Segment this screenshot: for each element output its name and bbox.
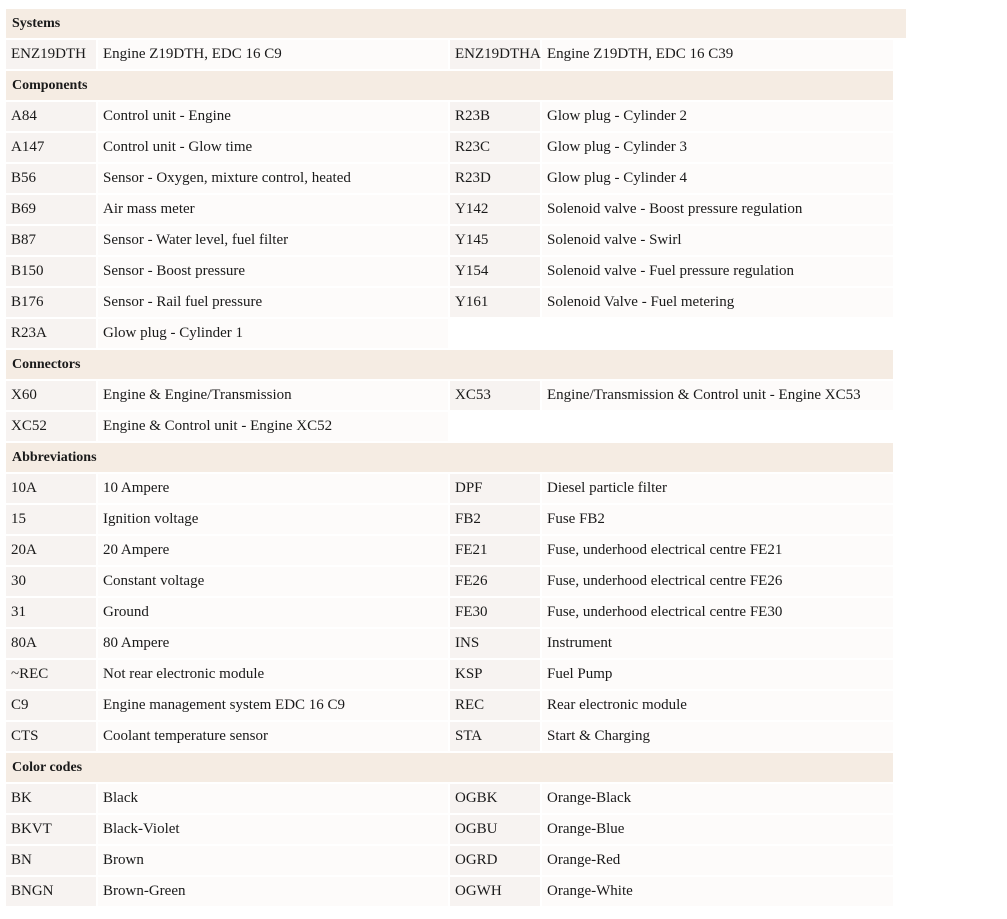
entry-description: Ground	[98, 598, 448, 627]
table-row	[6, 133, 893, 162]
entry-code: R23B	[450, 102, 540, 131]
left-entry	[6, 598, 450, 627]
entry-description: Glow plug - Cylinder 4	[542, 164, 893, 193]
entry-description: Solenoid valve - Fuel pressure regulation	[542, 257, 893, 286]
left-entry	[6, 846, 450, 875]
entry-description: Engine/Transmission & Control unit - Engine XC53	[542, 381, 893, 410]
entry-description	[542, 412, 893, 441]
entry-description: Ignition voltage	[98, 505, 448, 534]
right-entry	[450, 288, 893, 317]
left-entry	[6, 133, 450, 162]
entry-description: Black-Violet	[98, 815, 448, 844]
table-row	[6, 412, 893, 441]
left-entry	[6, 691, 450, 720]
entry-code: FE21	[450, 536, 540, 565]
left-entry	[6, 412, 450, 441]
table-row	[6, 691, 893, 720]
entry-description: Diesel particle filter	[542, 474, 893, 503]
table-row	[6, 598, 893, 627]
right-entry	[450, 846, 893, 875]
entry-description: Orange-Blue	[542, 815, 893, 844]
left-entry	[6, 102, 450, 131]
entry-code: ENZ19DTHA	[450, 40, 540, 69]
entry-code: R23A	[6, 319, 96, 348]
entry-code: A84	[6, 102, 96, 131]
entry-description: Brown-Green	[98, 877, 448, 906]
right-entry	[450, 598, 893, 627]
entry-code: B150	[6, 257, 96, 286]
right-entry	[450, 536, 893, 565]
right-entry	[450, 474, 893, 503]
table-row	[6, 319, 893, 348]
left-entry	[6, 381, 450, 410]
right-entry	[450, 660, 893, 689]
entry-code: 20A	[6, 536, 96, 565]
section-header-abbreviations: Abbreviations	[6, 443, 893, 472]
entry-code: ~REC	[6, 660, 96, 689]
entry-code: B176	[6, 288, 96, 317]
entry-code: FE30	[450, 598, 540, 627]
table-row	[6, 381, 893, 410]
entry-code: 15	[6, 505, 96, 534]
entry-code: OGBK	[450, 784, 540, 813]
left-entry	[6, 164, 450, 193]
left-entry	[6, 722, 450, 751]
left-entry	[6, 877, 450, 906]
entry-description: Start & Charging	[542, 722, 893, 751]
entry-description: Sensor - Water level, fuel filter	[98, 226, 448, 255]
entry-description: Rear electronic module	[542, 691, 893, 720]
entry-description: Solenoid Valve - Fuel metering	[542, 288, 893, 317]
right-entry	[450, 567, 893, 596]
section-header-connectors: Connectors	[6, 350, 893, 379]
table-row	[6, 784, 893, 813]
entry-description: Fuse, underhood electrical centre FE26	[542, 567, 893, 596]
section-header-color-codes: Color codes	[6, 753, 893, 782]
entry-code: KSP	[450, 660, 540, 689]
table-row	[6, 505, 893, 534]
entry-code: B69	[6, 195, 96, 224]
right-entry	[450, 629, 893, 658]
entry-code: 31	[6, 598, 96, 627]
entry-code: Y154	[450, 257, 540, 286]
right-entry	[450, 877, 893, 906]
entry-code: REC	[450, 691, 540, 720]
entry-description: Engine & Engine/Transmission	[98, 381, 448, 410]
left-entry	[6, 288, 450, 317]
right-entry	[450, 195, 893, 224]
left-entry	[6, 536, 450, 565]
table-row	[6, 536, 893, 565]
entry-code: B87	[6, 226, 96, 255]
entry-code: ENZ19DTH	[6, 40, 96, 69]
right-entry	[450, 102, 893, 131]
entry-description: 10 Ampere	[98, 474, 448, 503]
entry-description: Solenoid valve - Swirl	[542, 226, 893, 255]
left-entry	[6, 40, 450, 69]
entry-description: Constant voltage	[98, 567, 448, 596]
entry-description: Instrument	[542, 629, 893, 658]
entry-description: Engine Z19DTH, EDC 16 C39	[542, 40, 893, 69]
right-entry	[450, 226, 893, 255]
entry-description: Coolant temperature sensor	[98, 722, 448, 751]
entry-code: 10A	[6, 474, 96, 503]
entry-code: C9	[6, 691, 96, 720]
right-entry	[450, 722, 893, 751]
left-entry	[6, 505, 450, 534]
right-entry	[450, 40, 893, 69]
entry-description: Fuse, underhood electrical centre FE30	[542, 598, 893, 627]
section-header-systems: Systems	[6, 9, 906, 38]
entry-description: Not rear electronic module	[98, 660, 448, 689]
entry-code: 80A	[6, 629, 96, 658]
entry-code: BNGN	[6, 877, 96, 906]
entry-code: Y142	[450, 195, 540, 224]
table-row	[6, 226, 893, 255]
entry-code: R23D	[450, 164, 540, 193]
right-entry	[450, 505, 893, 534]
table-row	[6, 660, 893, 689]
entry-description: Sensor - Oxygen, mixture control, heated	[98, 164, 448, 193]
left-entry	[6, 195, 450, 224]
left-entry	[6, 257, 450, 286]
right-entry	[450, 257, 893, 286]
table-row	[6, 164, 893, 193]
entry-description: 20 Ampere	[98, 536, 448, 565]
section-header-components: Components	[6, 71, 893, 100]
table-row	[6, 40, 893, 69]
table-row	[6, 102, 893, 131]
entry-description: Orange-Black	[542, 784, 893, 813]
entry-description: Glow plug - Cylinder 2	[542, 102, 893, 131]
entry-code: Y161	[450, 288, 540, 317]
entry-description: Black	[98, 784, 448, 813]
entry-description: Brown	[98, 846, 448, 875]
entry-description: Glow plug - Cylinder 3	[542, 133, 893, 162]
entry-code	[450, 412, 540, 441]
right-entry	[450, 784, 893, 813]
right-entry	[450, 381, 893, 410]
left-entry	[6, 567, 450, 596]
entry-code: INS	[450, 629, 540, 658]
table-row	[6, 629, 893, 658]
entry-code: BK	[6, 784, 96, 813]
entry-description: Control unit - Engine	[98, 102, 448, 131]
entry-description: Sensor - Boost pressure	[98, 257, 448, 286]
entry-description: Control unit - Glow time	[98, 133, 448, 162]
entry-code: BN	[6, 846, 96, 875]
right-entry	[450, 133, 893, 162]
entry-code: FB2	[450, 505, 540, 534]
entry-code: DPF	[450, 474, 540, 503]
table-row	[6, 877, 893, 906]
table-row	[6, 846, 893, 875]
entry-code: CTS	[6, 722, 96, 751]
entry-description: Fuel Pump	[542, 660, 893, 689]
entry-description	[542, 319, 893, 348]
entry-description: Engine management system EDC 16 C9	[98, 691, 448, 720]
right-entry	[450, 815, 893, 844]
left-entry	[6, 474, 450, 503]
right-entry	[450, 319, 893, 348]
entry-description: Fuse FB2	[542, 505, 893, 534]
entry-code: X60	[6, 381, 96, 410]
table-row	[6, 567, 893, 596]
entry-description: Orange-White	[542, 877, 893, 906]
table-row	[6, 722, 893, 751]
left-entry	[6, 629, 450, 658]
table-row	[6, 474, 893, 503]
right-entry	[450, 691, 893, 720]
entry-code: Y145	[450, 226, 540, 255]
entry-description: Glow plug - Cylinder 1	[98, 319, 448, 348]
entry-code: R23C	[450, 133, 540, 162]
table-row	[6, 257, 893, 286]
table-row	[6, 815, 893, 844]
left-entry	[6, 660, 450, 689]
left-entry	[6, 784, 450, 813]
entry-description: 80 Ampere	[98, 629, 448, 658]
entry-code: FE26	[450, 567, 540, 596]
entry-code: XC52	[6, 412, 96, 441]
entry-code: XC53	[450, 381, 540, 410]
left-entry	[6, 226, 450, 255]
table-row	[6, 288, 893, 317]
table-row	[6, 195, 893, 224]
entry-code: STA	[450, 722, 540, 751]
legend-table	[6, 9, 893, 908]
entry-description: Air mass meter	[98, 195, 448, 224]
entry-code: OGRD	[450, 846, 540, 875]
left-entry	[6, 319, 450, 348]
entry-description: Sensor - Rail fuel pressure	[98, 288, 448, 317]
entry-code: OGWH	[450, 877, 540, 906]
right-entry	[450, 412, 893, 441]
entry-code: 30	[6, 567, 96, 596]
entry-code: A147	[6, 133, 96, 162]
entry-description: Orange-Red	[542, 846, 893, 875]
entry-code: OGBU	[450, 815, 540, 844]
entry-description: Solenoid valve - Boost pressure regulation	[542, 195, 893, 224]
entry-code	[450, 319, 540, 348]
right-entry	[450, 164, 893, 193]
entry-description: Engine Z19DTH, EDC 16 C9	[98, 40, 448, 69]
entry-description: Fuse, underhood electrical centre FE21	[542, 536, 893, 565]
entry-description: Engine & Control unit - Engine XC52	[98, 412, 448, 441]
left-entry	[6, 815, 450, 844]
entry-code: BKVT	[6, 815, 96, 844]
entry-code: B56	[6, 164, 96, 193]
